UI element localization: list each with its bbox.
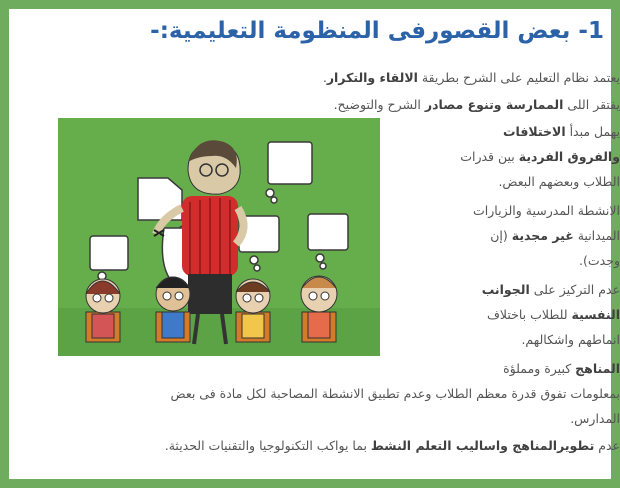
bullet-2: يفتقر اللى الممارسة وتنوع مصادر الشرح والتوضيح. •	[334, 93, 620, 116]
bullet-5-line-2: النفسية للطلاب باختلاف	[486, 307, 620, 322]
teacher-cutting-thought-bubbles-icon	[58, 118, 380, 356]
bullet-3: يهمل مبدأ الاختلافات •	[503, 120, 620, 143]
bullet-3-line-3: الطلاب وبعضهم البعض.	[498, 174, 620, 189]
bullet-5: عدم التركيز على الجوانب •	[482, 278, 620, 301]
bullet-7: عدم تطويرالمناهج واساليب التعلم النشط بما يواكب التكنولوجيا والتقنيات الحديثة. •	[165, 434, 620, 457]
bullet-6: المناهج كبيرة ومملؤة •	[503, 357, 620, 380]
bullet-5-line-3: انماطهم واشكالهم.	[521, 332, 620, 347]
bullet-6-line-2: بمعلومات تفوق قدرة معظم الطلاب وعدم تطبيق الانشطة المصاحبة لكل مادة فى بعض	[170, 386, 620, 401]
bullet-3-line-2: والفروق الفردية بين قدرات	[460, 149, 620, 164]
bullet-1: يعتمد نظام التعليم على الشرح بطريقة الالقاء والتكرار. •	[323, 66, 620, 89]
bullet-4: الانشطة المدرسية والزيارات •	[473, 199, 620, 222]
bullet-4-line-2: الميدانية غير مجدية (إن	[490, 228, 620, 243]
bullet-6-line-3: المدارس.	[570, 411, 620, 426]
classroom-illustration	[58, 118, 380, 356]
slide-title: 1- بعض القصورفى المنظومة التعليمية:-	[150, 18, 604, 44]
bullet-4-line-3: وجدت).	[579, 253, 620, 268]
